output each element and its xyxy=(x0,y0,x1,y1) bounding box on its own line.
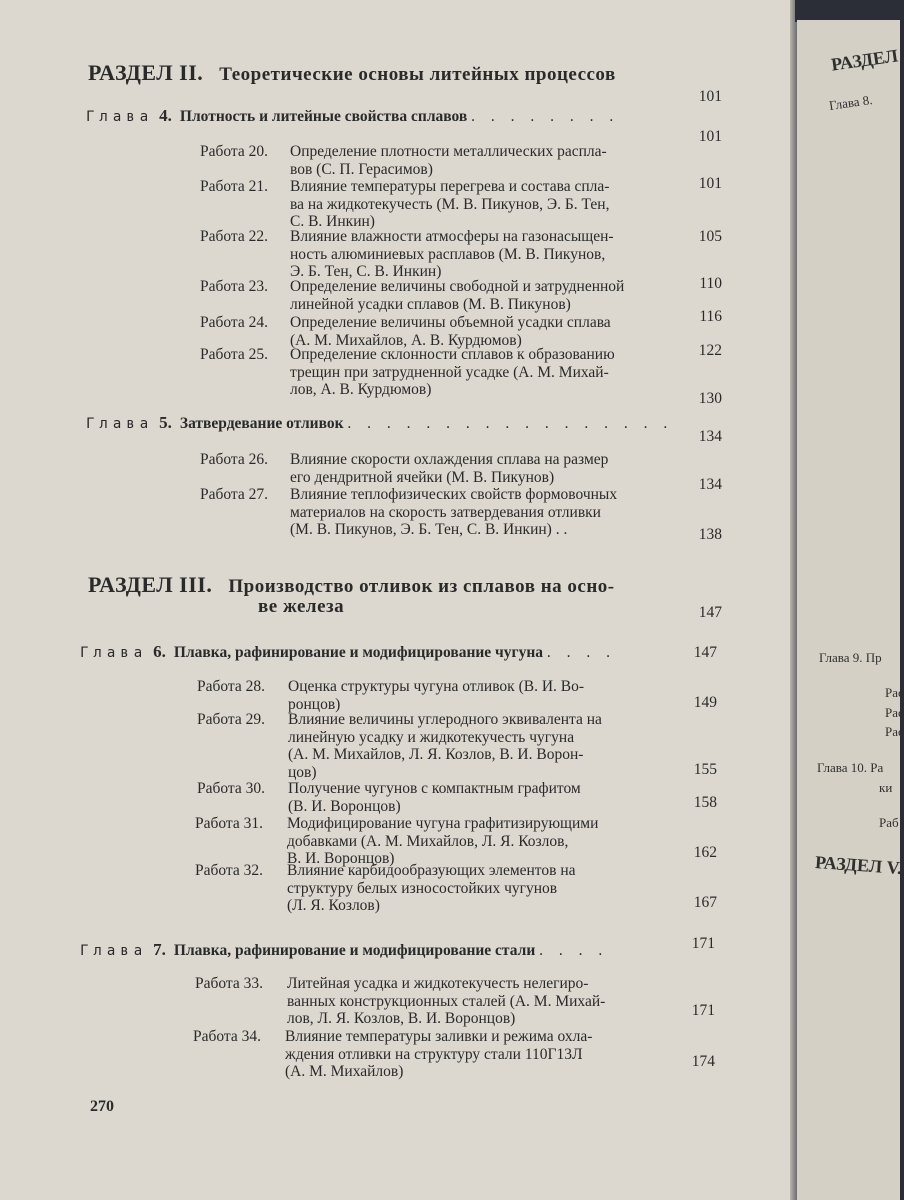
work-31-text: Модифицирование чугуна графитизирующими добавками (А. М. Михайлов, Л. Я. Козлов, В. И. Воронцов) xyxy=(287,815,599,867)
work-26-text: Влияние скорости охлаждения сплава на размер его дендритной ячейки (М. В. Пикунов) xyxy=(290,451,609,486)
facing-section-5: РАЗДЕЛ V. xyxy=(814,851,903,879)
work-34-page: 174 xyxy=(691,1053,715,1070)
section-heading-3-cont: ве железа xyxy=(258,596,345,617)
work-32-text: Влияние карбидообразующих элементов на структуру белых износостойких чугунов (Л. Я. Козлов) xyxy=(287,862,576,914)
facing-chapter-8: Глава 8. xyxy=(828,92,874,113)
work-29-page: 155 xyxy=(693,761,717,778)
facing-chapter-9: Глава 9. Пр xyxy=(819,650,882,665)
work-23-text: Определение величины свободной и затрудненной линейной усадки сплавов (М. В. Пикунов) xyxy=(290,278,625,313)
work-27-text: Влияние теплофизических свойств формовочных материалов на скорость затвердевания отливки (М. В. Пикунов, Э. Б. Тен, С. В. Инкин) . . xyxy=(290,486,618,538)
work-29-label: Работа 29. xyxy=(197,711,266,728)
section-heading-3: РАЗДЕЛ III. Производство отливок из сплавов на осно- xyxy=(88,572,615,597)
work-25-label: Работа 25. xyxy=(200,346,269,363)
work-22-text: Влияние влажности атмосферы на газонасыщен- ность алюминиевых расплавов (М. В. Пикунов, Э. Б. Тен, С. В. Инкин) xyxy=(290,228,614,280)
work-20-label: Работа 20. xyxy=(200,143,269,160)
facing-chapter-10: Глава 10. Ра xyxy=(817,760,884,775)
book-page-right xyxy=(797,20,904,1200)
work-26-label: Работа 26. xyxy=(200,451,269,468)
work-26-page: 134 xyxy=(698,476,722,493)
work-23-label: Работа 23. xyxy=(200,278,269,295)
facing-work-a: Рас xyxy=(885,685,904,700)
work-28-text: Оценка структуры чугуна отливок (В. И. Во- ронцов) xyxy=(288,678,585,713)
work-33-page: 171 xyxy=(691,1002,715,1019)
work-21-text: Влияние температуры перегрева и состава спла- ва на жидкотекучесть (М. В. Пикунов, Э. Б. Тен, С. В. Инкин) xyxy=(290,178,610,230)
work-31-page: 162 xyxy=(693,844,717,861)
work-33-text: Литейная усадка и жидкотекучесть нелегиро- ванных конструкционных сталей (А. М. Михай- лов, Л. Я. Козлов, В. И. Воронцов) xyxy=(287,975,606,1027)
facing-work-b: Рас xyxy=(885,705,904,720)
facing-chapter-10-cont: ки xyxy=(879,780,893,795)
work-28-label: Работа 28. xyxy=(197,678,266,695)
work-24-text: Определение величины объемной усадки сплава (А. М. Михайлов, А. В. Курдюмов) xyxy=(290,314,611,349)
chapter-4-heading: Глава 4. Плотность и литейные свойства сплавов . . . . . . . . xyxy=(86,106,620,125)
work-25-text: Определение склонности сплавов к образованию трещин при затрудненной усадке (А. М. Михай- лов, А. В. Курдюмов) xyxy=(290,346,615,398)
work-30-label: Работа 30. xyxy=(197,780,266,797)
work-25-page: 130 xyxy=(698,390,722,407)
section-heading-2: РАЗДЕЛ II. Теоретические основы литейных процессов xyxy=(88,60,616,85)
chapter-6-page: 147 xyxy=(693,644,717,661)
chapter-6-heading: Глава 6. Плавка, рафинирование и модифицирование чугуна . . . . xyxy=(80,642,617,661)
chapter-7-page: 171 xyxy=(691,935,715,952)
work-24-label: Работа 24. xyxy=(200,314,269,331)
facing-work-c: Рас xyxy=(885,724,904,739)
work-20-page: 101 xyxy=(698,175,722,192)
work-32-label: Работа 32. xyxy=(195,862,264,879)
work-21-label: Работа 21. xyxy=(200,178,269,195)
chapter-4-page: 101 xyxy=(698,128,722,145)
chapter-7-heading: Глава 7. Плавка, рафинирование и модифицирование стали . . . . xyxy=(80,940,609,959)
page-number: 270 xyxy=(90,1098,114,1115)
facing-section-label: РАЗДЕЛ xyxy=(829,45,900,75)
work-32-page: 167 xyxy=(693,894,717,911)
work-22-label: Работа 22. xyxy=(200,228,269,245)
work-27-page: 138 xyxy=(698,526,722,543)
background-dark xyxy=(795,0,900,22)
work-21-page: 105 xyxy=(698,228,722,245)
work-31-label: Работа 31. xyxy=(195,815,264,832)
work-27-label: Работа 27. xyxy=(200,486,269,503)
work-24-page: 122 xyxy=(698,342,722,359)
work-34-text: Влияние температуры заливки и режима охла- ждения отливки на структуру стали 110Г13Л (А. М. Михайлов) xyxy=(285,1028,593,1080)
work-22-page: 110 xyxy=(699,275,722,292)
facing-work-d: Раб xyxy=(879,815,899,830)
work-30-page: 158 xyxy=(693,794,717,811)
work-33-label: Работа 33. xyxy=(195,975,264,992)
work-34-label: Работа 34. xyxy=(193,1028,262,1045)
work-30-text: Получение чугунов с компактным графитом (В. И. Воронцов) xyxy=(288,780,581,815)
section-3-page: 147 xyxy=(698,604,722,621)
work-23-page: 116 xyxy=(699,308,722,325)
work-20-text: Определение плотности металлических распла- вов (С. П. Герасимов) xyxy=(290,143,607,178)
chapter-5-page: 134 xyxy=(698,428,722,445)
work-28-page: 149 xyxy=(693,694,717,711)
section-2-page: 101 xyxy=(698,88,722,105)
work-29-text: Влияние величины углеродного эквивалента на линейную усадку и жидкотекучесть чугуна (А. М. Михайлов, Л. Я. Козлов, В. И. Ворон- цов) xyxy=(288,711,602,781)
chapter-5-heading: Глава 5. Затвердевание отливок . . . . . . . . . . . . . . . . . xyxy=(86,413,674,432)
